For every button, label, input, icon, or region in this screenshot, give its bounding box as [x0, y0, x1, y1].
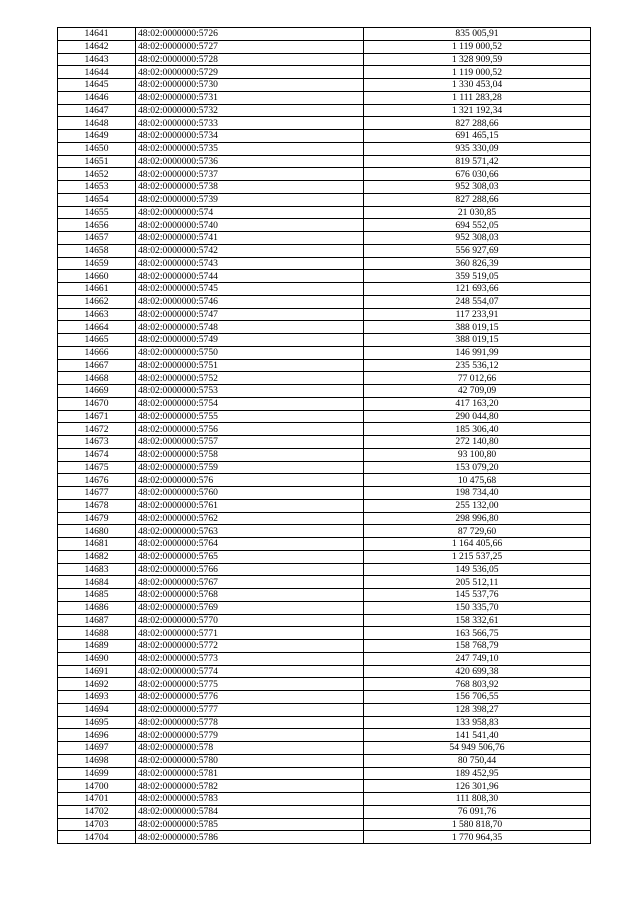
cadastral-value-cell: 121 693,66 [364, 283, 591, 296]
cadastral-number-cell: 48:02:0000000:5761 [136, 499, 364, 512]
cadastral-number-cell: 48:02:0000000:5744 [136, 270, 364, 283]
cadastral-value-cell: 768 803,92 [364, 678, 591, 691]
table-row [58, 257, 591, 270]
row-number-cell: 14670 [58, 397, 136, 410]
row-number-cell: 14649 [58, 130, 136, 143]
cadastral-number-cell: 48:02:0000000:5740 [136, 219, 364, 232]
table-row [58, 232, 591, 245]
row-number-cell: 14691 [58, 665, 136, 678]
cadastral-value-cell: 827 288,66 [364, 193, 591, 206]
cadastral-value-cell: 417 163,20 [364, 397, 591, 410]
cadastral-value-cell: 1 119 000,52 [364, 40, 591, 53]
table-row [58, 334, 591, 347]
cadastral-number-cell: 48:02:0000000:5758 [136, 448, 364, 461]
row-number-cell: 14645 [58, 79, 136, 92]
cadastral-number-cell: 48:02:0000000:5785 [136, 818, 364, 831]
row-number-cell: 14684 [58, 576, 136, 589]
cadastral-value-cell: 153 079,20 [364, 461, 591, 474]
row-number-cell: 14660 [58, 270, 136, 283]
cadastral-value-cell: 133 958,83 [364, 716, 591, 729]
cadastral-value-cell: 827 288,66 [364, 117, 591, 130]
table-row [58, 474, 591, 487]
row-number-cell: 14651 [58, 155, 136, 168]
table-row [58, 219, 591, 232]
cadastral-value-cell: 952 308,03 [364, 232, 591, 245]
cadastral-number-cell: 48:02:0000000:5783 [136, 793, 364, 806]
table-row [58, 448, 591, 461]
cadastral-value-cell: 158 332,61 [364, 614, 591, 627]
cadastral-number-cell: 48:02:0000000:5757 [136, 436, 364, 449]
cadastral-number-cell: 48:02:0000000:5766 [136, 563, 364, 576]
cadastral-value-cell: 691 465,15 [364, 130, 591, 143]
row-number-cell: 14686 [58, 601, 136, 614]
row-number-cell: 14655 [58, 206, 136, 219]
row-number-cell: 14680 [58, 525, 136, 538]
cadastral-value-cell: 420 699,38 [364, 665, 591, 678]
cadastral-number-cell: 48:02:0000000:5753 [136, 385, 364, 398]
table-row [58, 372, 591, 385]
row-number-cell: 14676 [58, 474, 136, 487]
cadastral-number-cell: 48:02:0000000:5731 [136, 91, 364, 104]
cadastral-value-cell: 198 734,40 [364, 487, 591, 500]
cadastral-value-cell: 117 233,91 [364, 308, 591, 321]
cadastral-number-cell: 48:02:0000000:574 [136, 206, 364, 219]
row-number-cell: 14661 [58, 283, 136, 296]
row-number-cell: 14672 [58, 423, 136, 436]
row-number-cell: 14654 [58, 193, 136, 206]
table-row [58, 818, 591, 831]
cadastral-number-cell: 48:02:0000000:5727 [136, 40, 364, 53]
cadastral-value-cell: 272 140,80 [364, 436, 591, 449]
cadastral-value-cell: 819 571,42 [364, 155, 591, 168]
cadastral-number-cell: 48:02:0000000:5755 [136, 410, 364, 423]
table-row [58, 66, 591, 79]
row-number-cell: 14650 [58, 142, 136, 155]
row-number-cell: 14642 [58, 40, 136, 53]
cadastral-number-cell: 48:02:0000000:5763 [136, 525, 364, 538]
cadastral-number-cell: 48:02:0000000:5778 [136, 716, 364, 729]
cadastral-number-cell: 48:02:0000000:578 [136, 742, 364, 755]
table-row [58, 397, 591, 410]
cadastral-value-cell: 54 949 506,76 [364, 742, 591, 755]
table-row [58, 461, 591, 474]
cadastral-number-cell: 48:02:0000000:5784 [136, 805, 364, 818]
cadastral-value-cell: 360 826,39 [364, 257, 591, 270]
row-number-cell: 14692 [58, 678, 136, 691]
table-row [58, 525, 591, 538]
cadastral-number-cell: 48:02:0000000:5782 [136, 780, 364, 793]
cadastral-value-cell: 158 768,79 [364, 640, 591, 653]
row-number-cell: 14685 [58, 589, 136, 602]
row-number-cell: 14658 [58, 244, 136, 257]
cadastral-value-cell: 205 512,11 [364, 576, 591, 589]
row-number-cell: 14695 [58, 716, 136, 729]
row-number-cell: 14700 [58, 780, 136, 793]
row-number-cell: 14644 [58, 66, 136, 79]
table-row [58, 155, 591, 168]
table-row [58, 193, 591, 206]
cadastral-value-cell: 87 729,60 [364, 525, 591, 538]
table-row [58, 627, 591, 640]
cadastral-number-cell: 48:02:0000000:5754 [136, 397, 364, 410]
table-row [58, 104, 591, 117]
table-row [58, 512, 591, 525]
table-row [58, 40, 591, 53]
cadastral-value-cell: 388 019,15 [364, 334, 591, 347]
cadastral-value-cell: 247 749,10 [364, 652, 591, 665]
cadastral-number-cell: 48:02:0000000:5775 [136, 678, 364, 691]
cadastral-value-cell: 80 750,44 [364, 754, 591, 767]
cadastral-value-cell: 255 132,00 [364, 499, 591, 512]
cadastral-number-cell: 48:02:0000000:5780 [136, 754, 364, 767]
cadastral-number-cell: 48:02:0000000:5741 [136, 232, 364, 245]
cadastral-value-cell: 1 119 000,52 [364, 66, 591, 79]
cadastral-value-cell: 835 005,91 [364, 28, 591, 41]
cadastral-number-cell: 48:02:0000000:5786 [136, 831, 364, 844]
cadastral-number-cell: 48:02:0000000:5737 [136, 168, 364, 181]
cadastral-number-cell: 48:02:0000000:5734 [136, 130, 364, 143]
cadastral-number-cell: 48:02:0000000:5732 [136, 104, 364, 117]
row-number-cell: 14690 [58, 652, 136, 665]
row-number-cell: 14679 [58, 512, 136, 525]
table-row [58, 295, 591, 308]
row-number-cell: 14703 [58, 818, 136, 831]
cadastral-value-cell: 77 012,66 [364, 372, 591, 385]
cadastral-number-cell: 48:02:0000000:5748 [136, 321, 364, 334]
table-row [58, 767, 591, 780]
cadastral-number-cell: 48:02:0000000:5765 [136, 550, 364, 563]
row-number-cell: 14683 [58, 563, 136, 576]
row-number-cell: 14681 [58, 538, 136, 551]
row-number-cell: 14702 [58, 805, 136, 818]
row-number-cell: 14641 [58, 28, 136, 41]
table-row [58, 716, 591, 729]
cadastral-value-cell: 1 580 818,70 [364, 818, 591, 831]
cadastral-number-cell: 48:02:0000000:5745 [136, 283, 364, 296]
cadastral-number-cell: 48:02:0000000:5773 [136, 652, 364, 665]
cadastral-value-cell: 556 927,69 [364, 244, 591, 257]
cadastral-value-cell: 185 306,40 [364, 423, 591, 436]
table-row [58, 346, 591, 359]
table-row [58, 614, 591, 627]
table-row [58, 805, 591, 818]
table-row [58, 780, 591, 793]
row-number-cell: 14666 [58, 346, 136, 359]
row-number-cell: 14687 [58, 614, 136, 627]
table-row [58, 499, 591, 512]
cadastral-value-cell: 1 330 453,04 [364, 79, 591, 92]
table-row [58, 742, 591, 755]
row-number-cell: 14701 [58, 793, 136, 806]
cadastral-number-cell: 48:02:0000000:5739 [136, 193, 364, 206]
cadastral-number-cell: 48:02:0000000:5768 [136, 589, 364, 602]
cadastral-number-cell: 48:02:0000000:5771 [136, 627, 364, 640]
table-row [58, 589, 591, 602]
cadastral-number-cell: 48:02:0000000:5756 [136, 423, 364, 436]
cadastral-value-cell: 126 301,96 [364, 780, 591, 793]
row-number-cell: 14694 [58, 703, 136, 716]
cadastral-value-cell: 935 330,09 [364, 142, 591, 155]
table-row [58, 321, 591, 334]
table-row [58, 130, 591, 143]
table-row [58, 283, 591, 296]
cadastral-value-cell: 952 308,03 [364, 181, 591, 194]
cadastral-number-cell: 48:02:0000000:5750 [136, 346, 364, 359]
row-number-cell: 14682 [58, 550, 136, 563]
row-number-cell: 14704 [58, 831, 136, 844]
cadastral-value-cell: 21 030,85 [364, 206, 591, 219]
table-row [58, 550, 591, 563]
row-number-cell: 14647 [58, 104, 136, 117]
cadastral-number-cell: 48:02:0000000:5762 [136, 512, 364, 525]
row-number-cell: 14669 [58, 385, 136, 398]
row-number-cell: 14697 [58, 742, 136, 755]
cadastral-value-cell: 1 328 909,59 [364, 53, 591, 66]
cadastral-value-cell: 149 536,05 [364, 563, 591, 576]
table-row [58, 308, 591, 321]
table-row [58, 270, 591, 283]
row-number-cell: 14675 [58, 461, 136, 474]
row-number-cell: 14696 [58, 729, 136, 742]
cadastral-number-cell: 48:02:0000000:5738 [136, 181, 364, 194]
row-number-cell: 14662 [58, 295, 136, 308]
cadastral-value-cell: 1 770 964,35 [364, 831, 591, 844]
cadastral-value-cell: 150 335,70 [364, 601, 591, 614]
cadastral-value-cell: 1 111 283,28 [364, 91, 591, 104]
cadastral-number-cell: 48:02:0000000:5760 [136, 487, 364, 500]
row-number-cell: 14671 [58, 410, 136, 423]
row-number-cell: 14657 [58, 232, 136, 245]
table-row [58, 729, 591, 742]
table-row [58, 181, 591, 194]
document-page [57, 27, 590, 844]
cadastral-value-cell: 1 215 537,25 [364, 550, 591, 563]
table-row [58, 53, 591, 66]
cadastral-value-cell: 694 552,05 [364, 219, 591, 232]
table-row [58, 410, 591, 423]
table-row [58, 79, 591, 92]
table-row [58, 691, 591, 704]
cadastral-number-cell: 48:02:0000000:5759 [136, 461, 364, 474]
row-number-cell: 14674 [58, 448, 136, 461]
row-number-cell: 14668 [58, 372, 136, 385]
table-row [58, 436, 591, 449]
table-row [58, 703, 591, 716]
cadastral-number-cell: 48:02:0000000:5767 [136, 576, 364, 589]
cadastral-value-cell: 676 030,66 [364, 168, 591, 181]
table-row [58, 831, 591, 844]
cadastral-number-cell: 48:02:0000000:5728 [136, 53, 364, 66]
cadastral-value-cell: 128 398,27 [364, 703, 591, 716]
row-number-cell: 14673 [58, 436, 136, 449]
cadastral-value-cell: 1 321 192,34 [364, 104, 591, 117]
cadastral-value-cell: 146 991,99 [364, 346, 591, 359]
cadastral-value-cell: 298 996,80 [364, 512, 591, 525]
cadastral-number-cell: 48:02:0000000:5729 [136, 66, 364, 79]
row-number-cell: 14652 [58, 168, 136, 181]
table-row [58, 423, 591, 436]
table-body [58, 28, 591, 844]
cadastral-number-cell: 48:02:0000000:576 [136, 474, 364, 487]
cadastral-number-cell: 48:02:0000000:5752 [136, 372, 364, 385]
cadastral-value-cell: 42 709,09 [364, 385, 591, 398]
table-row [58, 206, 591, 219]
cadastral-value-cell: 156 706,55 [364, 691, 591, 704]
row-number-cell: 14677 [58, 487, 136, 500]
table-row [58, 117, 591, 130]
row-number-cell: 14643 [58, 53, 136, 66]
cadastral-value-cell: 290 044,80 [364, 410, 591, 423]
cadastral-value-cell: 388 019,15 [364, 321, 591, 334]
table-row [58, 359, 591, 372]
table-row [58, 91, 591, 104]
cadastral-value-cell: 359 519,05 [364, 270, 591, 283]
row-number-cell: 14693 [58, 691, 136, 704]
cadastral-number-cell: 48:02:0000000:5764 [136, 538, 364, 551]
row-number-cell: 14698 [58, 754, 136, 767]
table-row [58, 244, 591, 257]
table-row [58, 168, 591, 181]
cadastral-number-cell: 48:02:0000000:5777 [136, 703, 364, 716]
table-row [58, 754, 591, 767]
table-row [58, 538, 591, 551]
cadastral-number-cell: 48:02:0000000:5743 [136, 257, 364, 270]
cadastral-number-cell: 48:02:0000000:5770 [136, 614, 364, 627]
cadastral-number-cell: 48:02:0000000:5746 [136, 295, 364, 308]
table-row [58, 142, 591, 155]
row-number-cell: 14653 [58, 181, 136, 194]
table-row [58, 385, 591, 398]
row-number-cell: 14664 [58, 321, 136, 334]
cadastral-number-cell: 48:02:0000000:5749 [136, 334, 364, 347]
table-row [58, 28, 591, 41]
cadastral-number-cell: 48:02:0000000:5726 [136, 28, 364, 41]
table-row [58, 576, 591, 589]
table-row [58, 563, 591, 576]
cadastral-value-cell: 10 475,68 [364, 474, 591, 487]
row-number-cell: 14699 [58, 767, 136, 780]
row-number-cell: 14665 [58, 334, 136, 347]
row-number-cell: 14659 [58, 257, 136, 270]
cadastral-value-cell: 248 554,07 [364, 295, 591, 308]
table-row [58, 601, 591, 614]
cadastral-number-cell: 48:02:0000000:5736 [136, 155, 364, 168]
cadastral-value-cell: 76 091,76 [364, 805, 591, 818]
cadastral-number-cell: 48:02:0000000:5735 [136, 142, 364, 155]
row-number-cell: 14667 [58, 359, 136, 372]
table-row [58, 665, 591, 678]
row-number-cell: 14688 [58, 627, 136, 640]
table-row [58, 793, 591, 806]
table-row [58, 652, 591, 665]
row-number-cell: 14656 [58, 219, 136, 232]
row-number-cell: 14689 [58, 640, 136, 653]
cadastral-number-cell: 48:02:0000000:5769 [136, 601, 364, 614]
cadastral-number-cell: 48:02:0000000:5733 [136, 117, 364, 130]
cadastral-number-cell: 48:02:0000000:5779 [136, 729, 364, 742]
cadastral-value-cell: 93 100,80 [364, 448, 591, 461]
table-row [58, 678, 591, 691]
row-number-cell: 14678 [58, 499, 136, 512]
cadastral-number-cell: 48:02:0000000:5742 [136, 244, 364, 257]
row-number-cell: 14648 [58, 117, 136, 130]
cadastral-number-cell: 48:02:0000000:5747 [136, 308, 364, 321]
cadastral-value-cell: 235 536,12 [364, 359, 591, 372]
cadastral-number-cell: 48:02:0000000:5781 [136, 767, 364, 780]
cadastral-value-cell: 111 808,30 [364, 793, 591, 806]
cadastral-value-cell: 1 164 405,66 [364, 538, 591, 551]
cadastral-number-cell: 48:02:0000000:5751 [136, 359, 364, 372]
cadastral-number-cell: 48:02:0000000:5772 [136, 640, 364, 653]
cadastral-value-table [57, 27, 591, 844]
cadastral-number-cell: 48:02:0000000:5776 [136, 691, 364, 704]
row-number-cell: 14663 [58, 308, 136, 321]
cadastral-value-cell: 163 566,75 [364, 627, 591, 640]
table-row [58, 487, 591, 500]
table-row [58, 640, 591, 653]
cadastral-number-cell: 48:02:0000000:5730 [136, 79, 364, 92]
cadastral-value-cell: 189 452,95 [364, 767, 591, 780]
row-number-cell: 14646 [58, 91, 136, 104]
cadastral-value-cell: 145 537,76 [364, 589, 591, 602]
cadastral-value-cell: 141 541,40 [364, 729, 591, 742]
cadastral-number-cell: 48:02:0000000:5774 [136, 665, 364, 678]
